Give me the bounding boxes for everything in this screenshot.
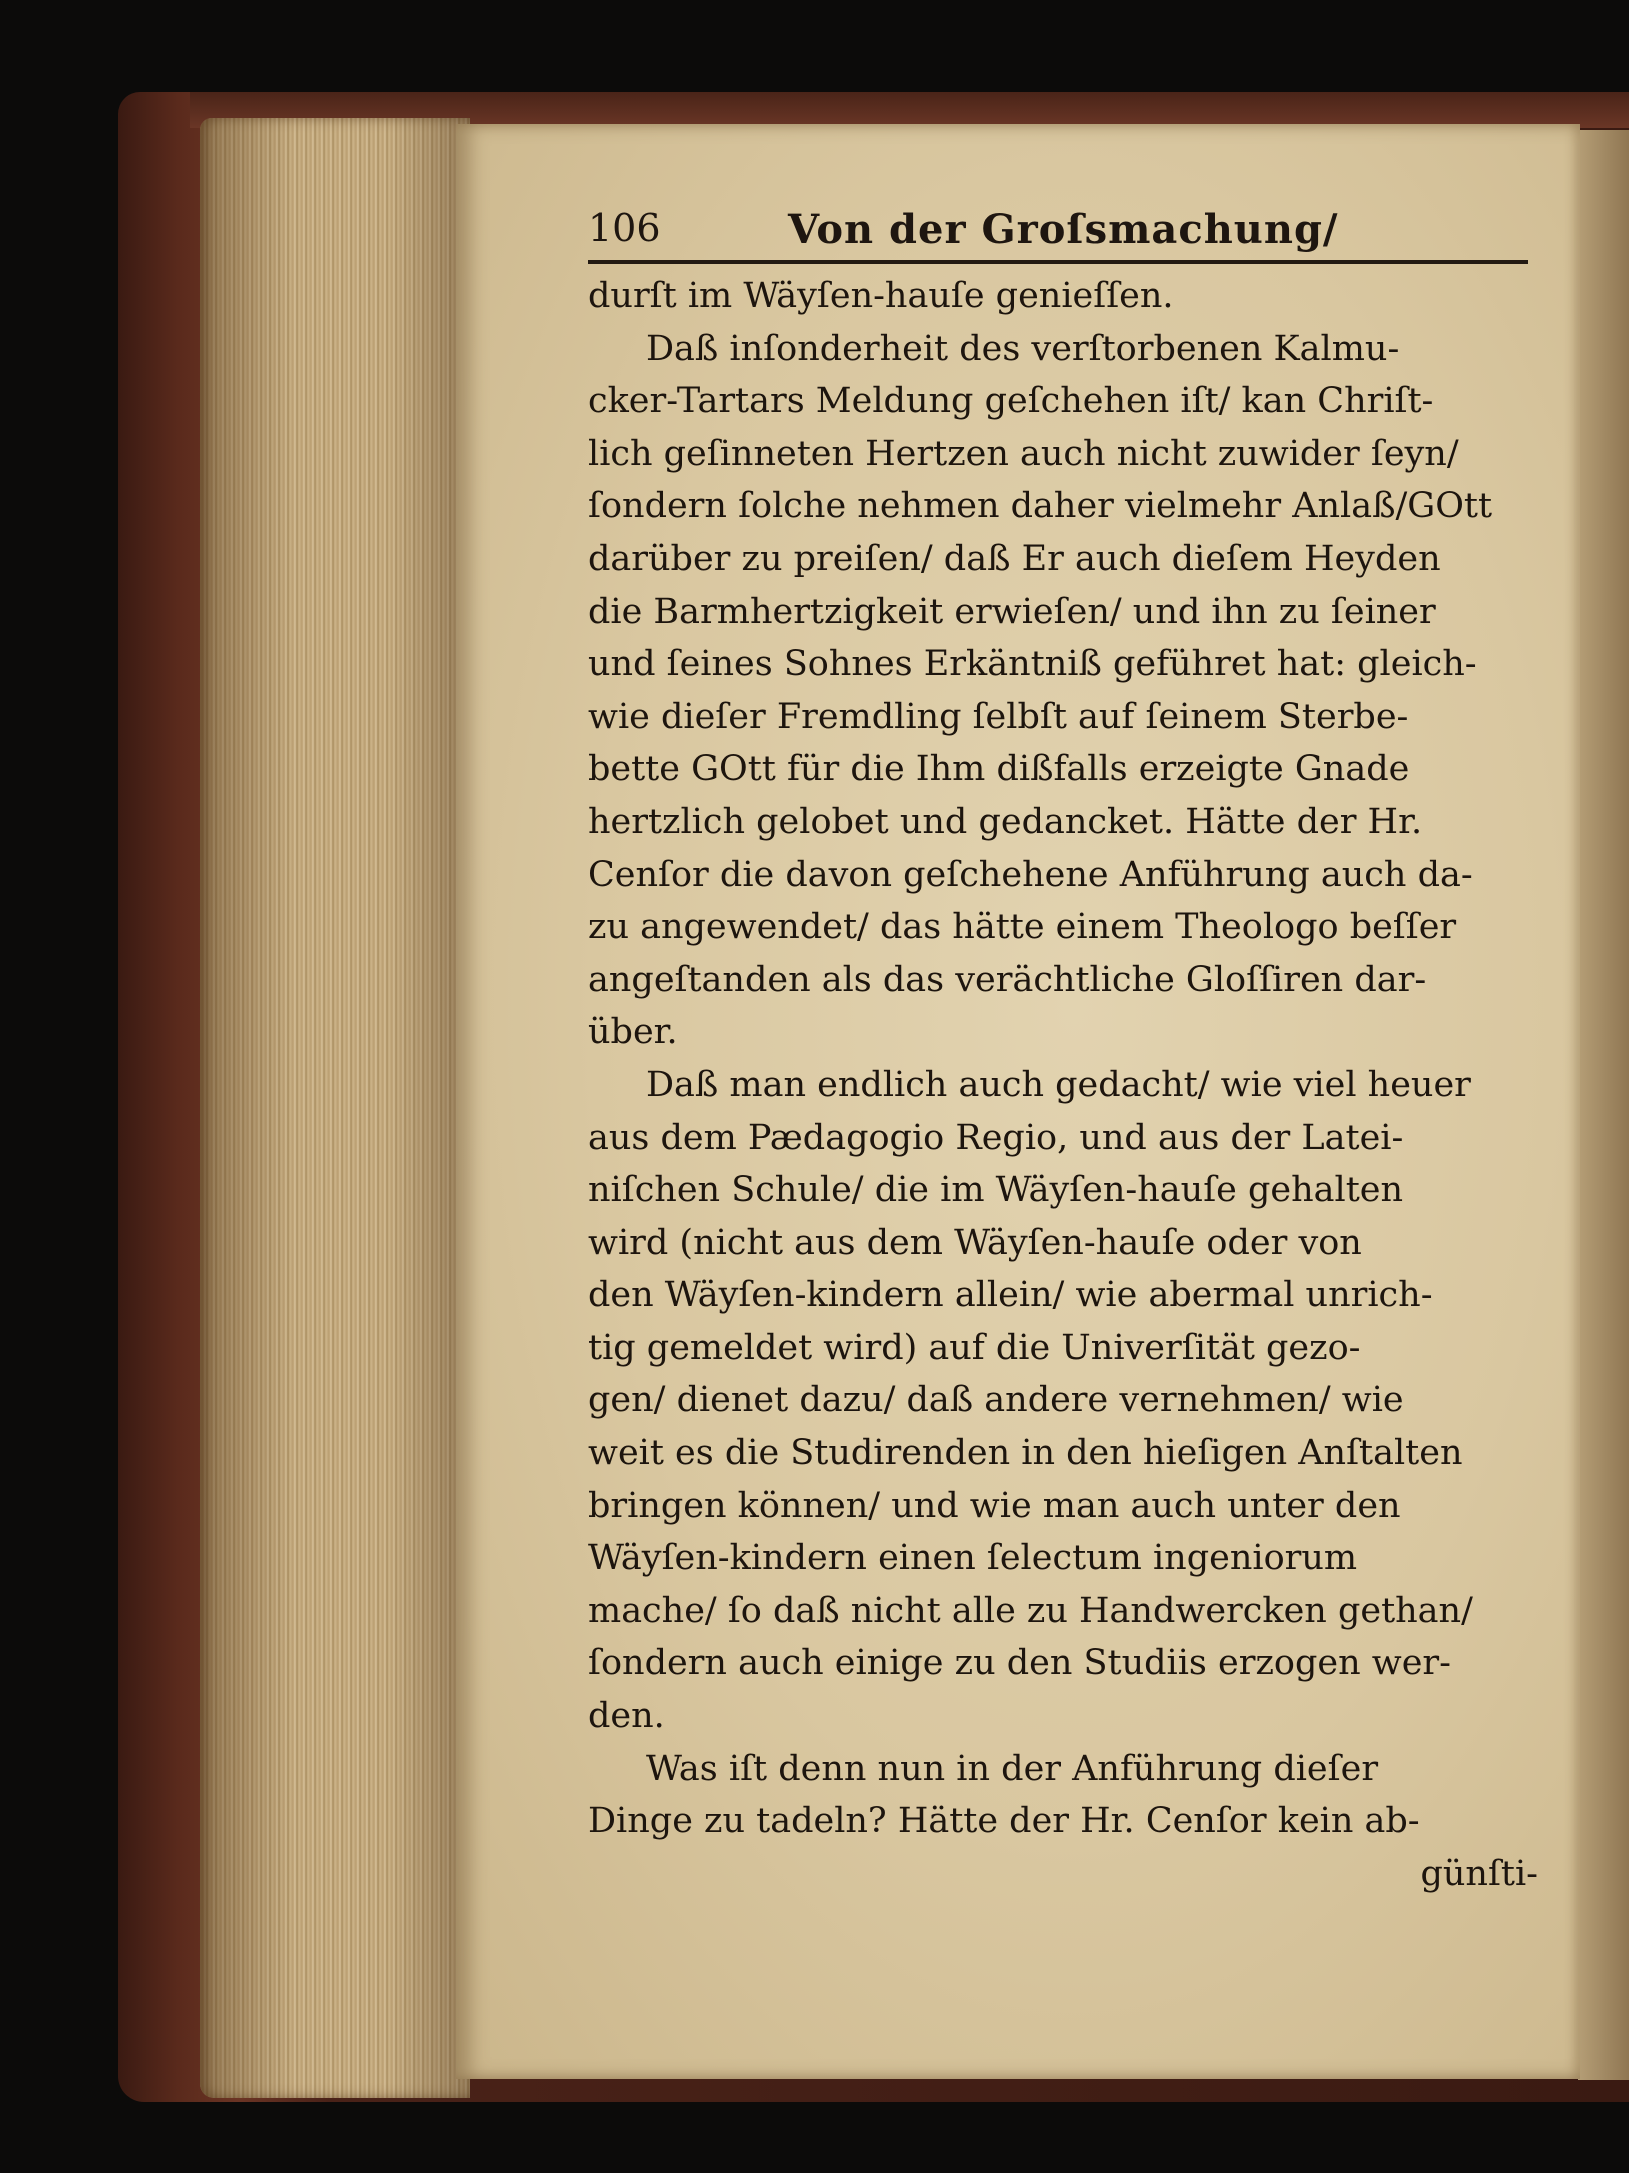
text-line: Cenſor die davon geſchehene Anführung auch da- [588,854,1473,895]
text-line: bette GOtt für die Ihm dißfalls erzeigte Gnade [588,749,1410,790]
text-line: über. [588,1012,678,1053]
text-line: lich geſinneten Hertzen auch nicht zuwider ſeyn/ [588,433,1459,474]
text-line: ſondern auch einige zu den Studiis erzogen wer- [588,1643,1451,1684]
running-title: Von der Groſsmachung/ [788,206,1339,253]
page-number: 106 [588,206,661,250]
text-line: bringen können/ und wie man auch unter den [588,1485,1401,1526]
text-line: darüber zu preiſen/ daß Er auch dieſem Heyden [588,538,1441,579]
page-header [588,200,1528,260]
next-page-edge [1578,130,1629,2080]
text-line: den Wäyſen-kindern allein/ wie abermal unrich- [588,1275,1433,1316]
text-line: ſondern ſolche nehmen daher vielmehr Anlaß/GOtt [588,486,1493,527]
text-line: wie dieſer Fremdling ſelbſt auf ſeinem Sterbe- [588,696,1409,737]
text-line: zu angewendet/ das hätte einem Theologo beſſer [588,907,1457,948]
text-line: Daß inſonderheit des verſtorbenen Kalmu- [646,328,1400,369]
text-line: gen/ dienet dazu/ daß andere vernehmen/ wie [588,1380,1404,1421]
text-line: cker-Tartars Meldung geſchehen iſt/ kan Chriſt- [588,381,1434,422]
text-line: niſchen Schule/ die im Wäyſen-hauſe gehalten [588,1170,1404,1211]
text-line: Wäyſen-kindern einen ſelectum ingeniorum [588,1538,1358,1579]
text-line: günſti- [1420,1853,1538,1894]
text-line: Was iſt denn nun in der Anführung dieſer [646,1748,1379,1789]
text-line: durſt im Wäyſen-hauſe genieſſen. [588,276,1174,316]
text-line: mache/ ſo daß nicht alle zu Handwercken gethan/ [588,1590,1473,1631]
text-line: weit es die Studirenden in den hieſigen Anſtalten [588,1433,1463,1474]
text-line: Dinge zu tadeln? Hätte der Hr. Cenſor kein ab- [588,1801,1420,1842]
text-line: den. [588,1696,665,1737]
text-line: tig gemeldet wird) auf die Univerſität gezo- [588,1327,1361,1368]
page-block-shading [200,118,470,2098]
text-line: die Barmhertzigkeit erwieſen/ und ihn zu ſeiner [588,591,1436,632]
body-text [588,270,1538,1900]
text-line: und ſeines Sohnes Erkäntniß geführet hat: gleich- [588,644,1477,685]
text-line: aus dem Pædagogio Regio, und aus der Latei- [588,1117,1404,1158]
text-line: wird (nicht aus dem Wäyſen-hauſe oder von [588,1222,1362,1263]
header-rule [588,260,1528,264]
text-line: Daß man endlich auch gedacht/ wie viel heuer [646,1064,1471,1105]
text-line: angeſtanden als das verächtliche Gloſſiren dar- [588,959,1427,1000]
text-line: hertzlich gelobet und gedancket. Hätte der Hr. [588,801,1423,842]
